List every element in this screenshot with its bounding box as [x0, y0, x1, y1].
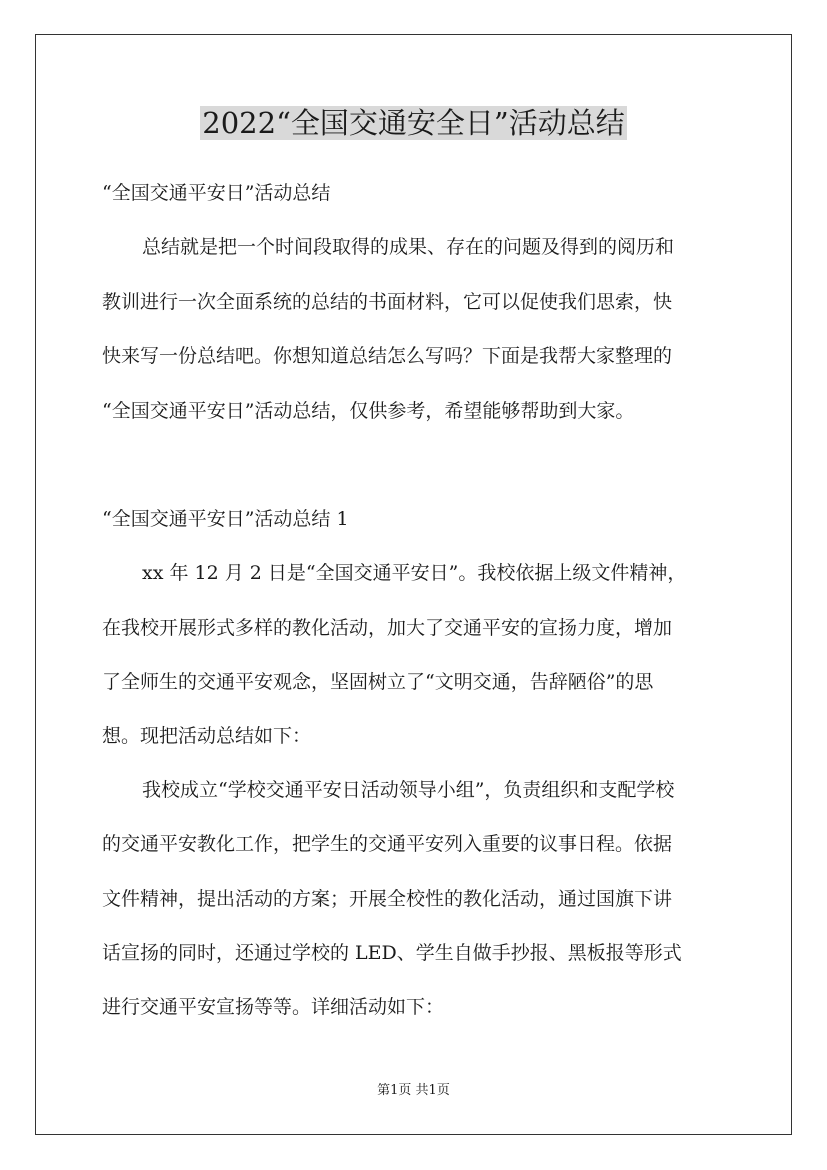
intro-line-1: 总结就是把一个时间段取得的成果、存在的问题及得到的阅历和	[142, 236, 675, 258]
section-heading: “全国交通平安日”活动总结 1	[102, 508, 349, 530]
document-title-text: 2022“全国交通安全日”活动总结	[202, 106, 625, 140]
para2-line-1: 我校成立“学校交通平安日活动领导小组”，负责组织和支配学校	[142, 779, 675, 801]
intro-line-2: 教训进行一次全面系统的总结的书面材料，它可以促使我们思索，快	[102, 291, 673, 313]
document-title	[0, 101, 827, 145]
page-footer: 第1页 共1页	[377, 1083, 450, 1098]
para2-line-4: 话宣扬的同时，还通过学校的 LED、学生自做手抄报、黑板报等形式	[102, 942, 682, 964]
para2-line-5: 进行交通平安宣扬等等。详细活动如下：	[102, 996, 445, 1018]
intro-line-4: “全国交通平安日”活动总结，仅供参考，希望能够帮助到大家。	[102, 400, 635, 422]
para1-line-1: xx 年 12 月 2 日是“全国交通平安日”。我校依据上级文件精神，	[142, 562, 687, 584]
para1-line-2: 在我校开展形式多样的教化活动，加大了交通平安的宣扬力度，增加	[102, 617, 673, 639]
para2-line-2: 的交通平安教化工作，把学生的交通平安列入重要的议事日程。依据	[102, 833, 673, 855]
document-subtitle: “全国交通平安日”活动总结	[102, 182, 331, 204]
para1-line-4: 想。现把活动总结如下：	[102, 725, 312, 747]
intro-line-3: 快来写一份总结吧。你想知道总结怎么写吗？下面是我帮大家整理的	[102, 345, 673, 367]
para1-line-3: 了全师生的交通平安观念，坚固树立了“文明交通，告辞陋俗”的思	[102, 671, 654, 693]
para2-line-3: 文件精神，提出活动的方案；开展全校性的教化活动，通过国旗下讲	[102, 888, 673, 910]
